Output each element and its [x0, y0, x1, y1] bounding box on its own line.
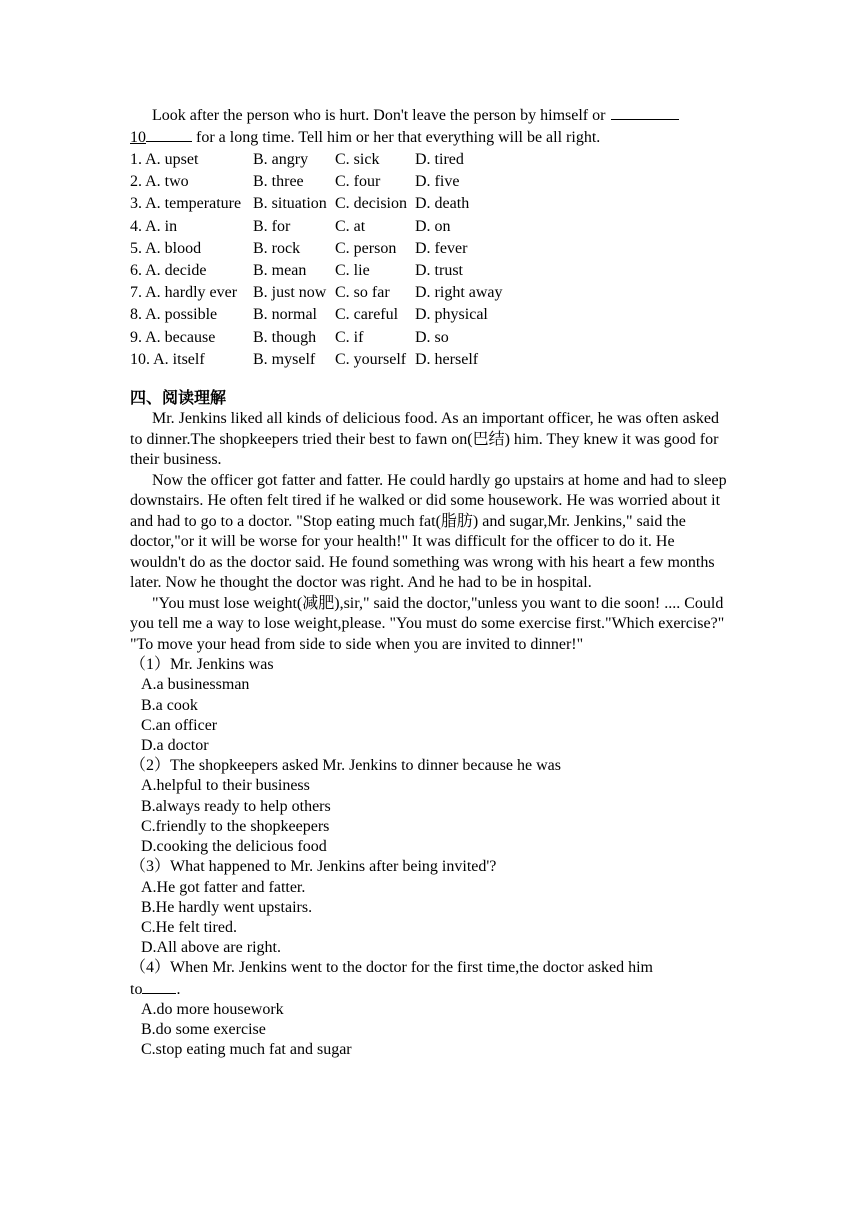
option-row [130, 193, 535, 215]
reading-paragraph-3: "You must lose weight(减肥),sir," said the doctor,"unless you want to die soon! .... Could you tell me a way to lose weight,please. "You must do some exercise first."Which exercise?" "To move your head from side to side when you are invited to dinner!" [130, 594, 725, 653]
reading-paragraph-1: Mr. Jenkins liked all kinds of delicious food. As an important officer, he was often asked to dinner.The shopkeepers tried their best to fawn on(巴结) him. They knew it was good for their business. [130, 410, 719, 469]
option-b: B.a cook [141, 696, 198, 714]
option-cell: C. so far [335, 284, 390, 302]
option-cell: D. herself [415, 350, 479, 368]
option-row [130, 171, 535, 193]
option-cell: B. myself [253, 350, 316, 368]
option-c: C.an officer [141, 716, 218, 734]
option-cell: D. so [415, 328, 449, 346]
option-cell: B. three [253, 173, 304, 191]
option-cell: B. rock [253, 239, 301, 257]
question-stem: （2）The shopkeepers asked Mr. Jenkins to dinner because he was [130, 757, 562, 775]
option-d: D.a doctor [141, 736, 209, 754]
cloze-options-table [130, 149, 535, 371]
option-row [130, 282, 535, 304]
option-cell: D. physical [415, 306, 488, 324]
option-cell: C. decision [335, 195, 407, 213]
option-cell: C. at [335, 217, 366, 235]
question-2 [130, 756, 730, 857]
question-stem: （4）When Mr. Jenkins went to the doctor for the first time,the doctor asked him to . [130, 959, 654, 998]
option-cell: D. fever [415, 239, 468, 257]
option-cell: 5. A. blood [130, 239, 202, 257]
option-cell: B. mean [253, 262, 307, 280]
option-cell: D. on [415, 217, 451, 235]
option-cell: C. careful [335, 306, 399, 324]
option-cell: 9. A. because [130, 328, 216, 346]
option-row [130, 349, 535, 371]
option-cell: 2. A. two [130, 173, 189, 191]
cloze-line-2: for a long time. Tell him or her that everything will be all right. [196, 128, 601, 146]
question-4 [130, 958, 730, 1060]
option-b: B.always ready to help others [141, 797, 331, 815]
option-b: B.He hardly went upstairs. [141, 898, 313, 916]
option-cell: B. situation [253, 195, 327, 213]
reading-paragraph-2: Now the officer got fatter and fatter. He could hardly go upstairs at home and had to sleep downstairs. He often felt tired if he walked or did some housework. He was worried about it and had to go to a doctor. "Stop eating much fat(脂肪) and sugar,Mr. Jenkins," said the doctor,"or it will be worse for your health!" It was difficult for the officer to do it. He wouldn't do as the doctor said. He found something was wrong with his heart a few months later. Now he thought the doctor was right. And he had to be in hospital. [130, 471, 727, 592]
option-cell: C. four [335, 173, 381, 191]
option-cell: D. right away [415, 284, 503, 302]
option-cell: C. sick [335, 151, 380, 168]
cloze-line-1: Look after the person who is hurt. Don't leave the person by himself or [152, 107, 606, 124]
option-cell: B. normal [253, 306, 317, 324]
question-3 [130, 857, 730, 958]
question-stem: （1）Mr. Jenkins was [130, 656, 274, 674]
answer-blank [611, 105, 679, 120]
option-cell: 7. A. hardly ever [130, 284, 238, 302]
option-a: A.do more housework [141, 1000, 284, 1018]
option-row [130, 216, 535, 238]
option-cell: C. yourself [335, 350, 407, 368]
option-cell: 4. A. in [130, 217, 178, 235]
option-cell: B. just now [253, 284, 327, 302]
option-a: A.He got fatter and fatter. [141, 878, 306, 896]
option-cell: D. tired [415, 151, 464, 168]
option-cell: B. for [253, 217, 291, 235]
option-cell: B. angry [253, 151, 309, 168]
option-cell: 3. A. temperature [130, 195, 242, 213]
option-c: C.friendly to the shopkeepers [141, 817, 330, 835]
option-cell: B. though [253, 328, 317, 346]
option-row [130, 327, 535, 349]
option-row [130, 149, 535, 171]
option-cell: D. death [415, 195, 470, 213]
option-b: B.do some exercise [141, 1021, 266, 1039]
option-cell: 1. A. upset [130, 151, 199, 168]
option-a: A.helpful to their business [141, 777, 310, 795]
option-a: A.a businessman [141, 676, 250, 694]
cloze-passage-end [130, 105, 730, 148]
option-d: D.All above are right. [141, 939, 281, 957]
option-c: C.stop eating much fat and sugar [141, 1041, 352, 1059]
option-cell: 10. A. itself [130, 350, 205, 368]
option-d: D.cooking the delicious food [141, 838, 327, 856]
question-stem: （3）What happened to Mr. Jenkins after being invited'? [130, 858, 497, 876]
option-row [130, 304, 535, 326]
option-cell: D. trust [415, 262, 463, 280]
option-cell: C. person [335, 239, 397, 257]
blank-10: 10 [130, 129, 192, 146]
option-row [130, 238, 535, 260]
option-cell: C. if [335, 328, 364, 346]
section-title: 四、阅读理解 [130, 388, 227, 408]
question-1 [130, 655, 730, 756]
option-cell: 6. A. decide [130, 262, 207, 280]
option-row [130, 260, 535, 282]
option-cell: 8. A. possible [130, 306, 218, 324]
answer-blank [142, 979, 176, 994]
page-content [130, 105, 730, 1061]
option-cell: C. lie [335, 262, 370, 280]
option-c: C.He felt tired. [141, 918, 237, 936]
option-cell: D. five [415, 173, 460, 191]
